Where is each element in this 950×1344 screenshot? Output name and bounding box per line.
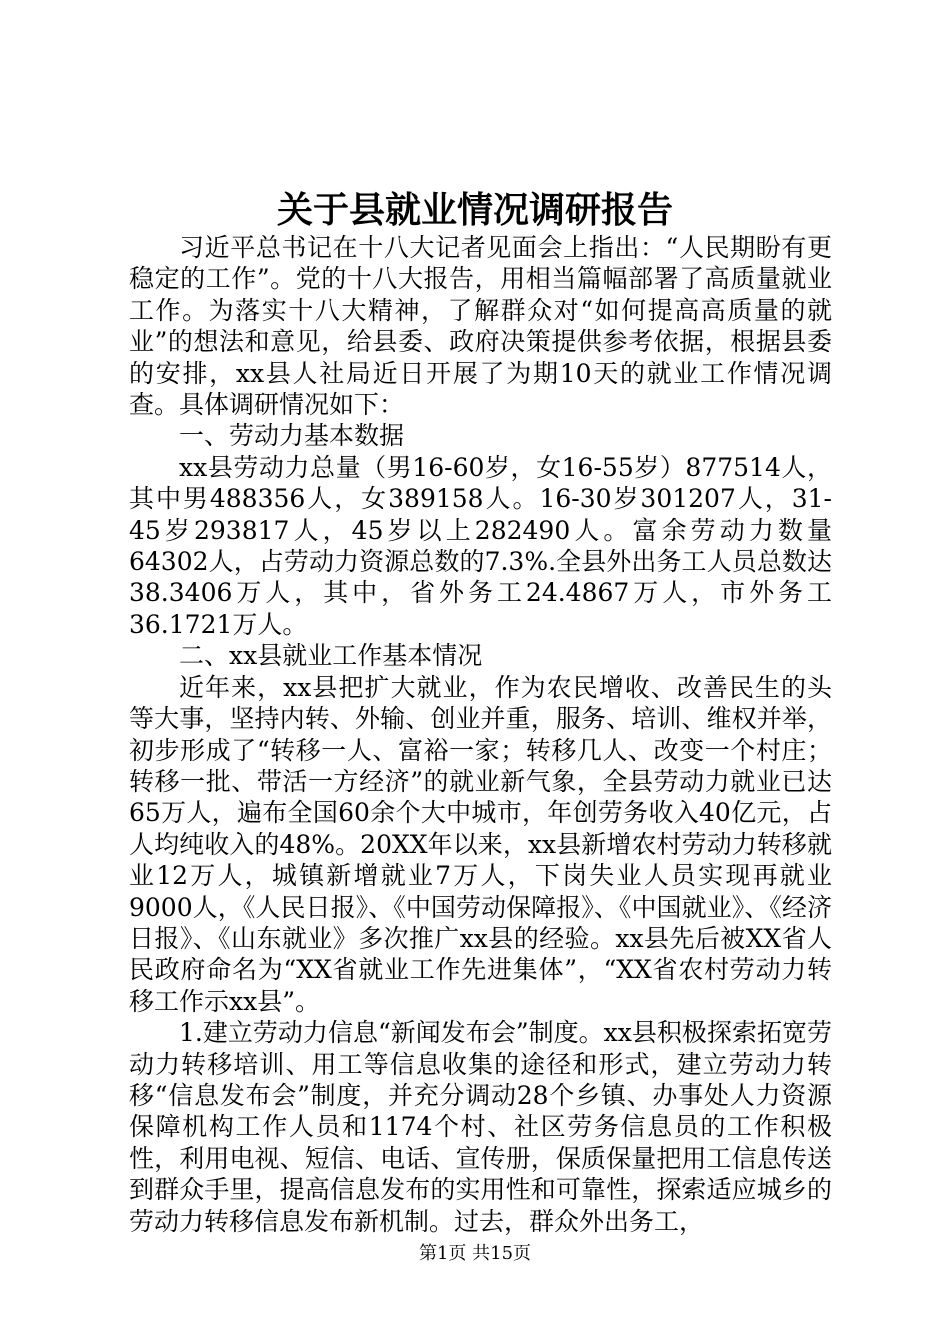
section-heading-employment-overview: 二、xx县就业工作基本情况 — [179, 641, 483, 671]
paragraph-labor-data: xx县劳动力总量（男16-60岁，女16-55岁）877514人，其中男488356人，女389158人。16-30岁301207人，31-45岁293817人，45岁以上282490人。富余劳动力数量64302人，占劳动力资源总数的7.3%.全县外出务工人员总数达38.3406万人，其中，省外务工24.4867万人，市外务工36.1721万人。 — [129, 452, 832, 639]
paragraph-employment-overview: 近年来，xx县把扩大就业，作为农民增收、改善民生的头等大事，坚持内转、外输、创业并重，服务、培训、维权并举，初步形成了“转移一人、富裕一家；转移几人、改变一个村庄；转移一批、带活一方经济”的就业新气象，全县劳动力就业已达65万人，遍布全国60余个大中城市，年创劳务收入40亿元，占人均纯收入的48%。20XX年以来，xx县新增农村劳动力转移就业12万人，城镇新增就业7万人，下岗失业人员实现再就业9000人，《人民日报》、《中国劳动保障报》、《中国就业》、《经济日报》、《山东就业》多次推广xx县的经验。xx县先后被XX省人民政府命名为“XX省就业工作先进集体”，“XX省农村劳动力转移工作示xx县”。 — [129, 672, 832, 1016]
document-title: 关于县就业情况调研报告 — [276, 189, 673, 231]
document-body — [129, 232, 832, 1237]
section-heading-labor-data: 一、劳动力基本数据 — [179, 421, 405, 451]
page-footer: 第1页 共15页 — [418, 1243, 532, 1264]
paragraph-intro: 习近平总书记在十八大记者见面会上指出：“人民期盼有更稳定的工作”。党的十八大报告，用相当篇幅部署了高质量就业工作。为落实十八大精神，了解群众对“如何提高高质量的就业”的想法和意见，给县委、政府决策提供参考依据，根据县委的安排，xx县人社局近日开展了为期10天的就业工作情况调查。具体调研情况如下： — [129, 233, 832, 420]
paragraph-info-release-system: 1.建立劳动力信息“新闻发布会”制度。xx县积极探索拓宽劳动力转移培训、用工等信息收集的途径和形式，建立劳动力转移“信息发布会”制度，并充分调动28个乡镇、办事处人力资源保障机构工作人员和1174个村、社区劳务信息员的工作积极性，利用电视、短信、电话、宣传册，保质保量把用工信息传送到群众手里，提高信息发布的实用性和可靠性，探索适应城乡的劳动力转移信息发布新机制。过去，群众外出务工， — [129, 1018, 832, 1236]
